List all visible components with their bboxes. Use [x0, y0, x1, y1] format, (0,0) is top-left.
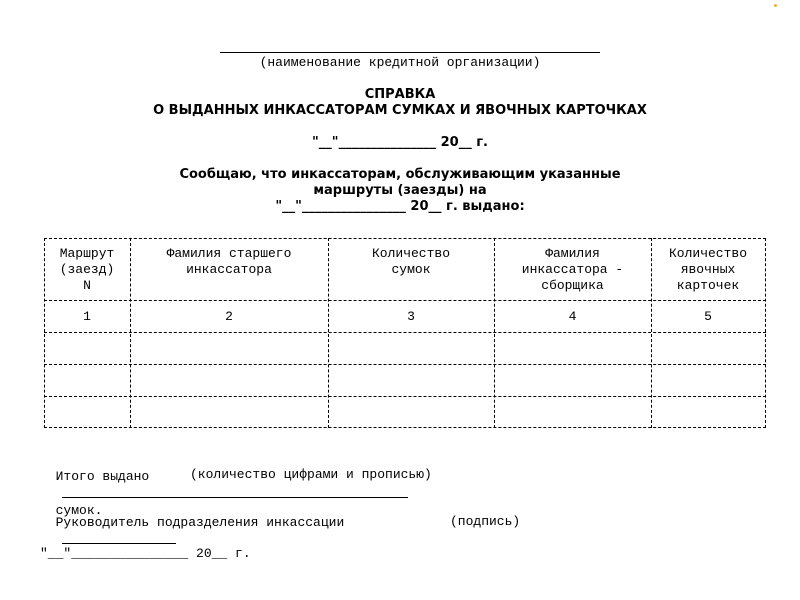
document-subtitle: О ВЫДАННЫХ ИНКАССАТОРАМ СУМКАХ И ЯВОЧНЫХ КАРТОЧКАХ: [153, 103, 647, 118]
table-border-top: [44, 238, 766, 239]
intro-line-3: "__"________________ 20__ г. выдано:: [275, 199, 525, 214]
head-of-division-label: Руководитель подразделения инкассации: [55, 515, 345, 530]
column-number: 5: [704, 309, 712, 324]
signature-field[interactable]: [62, 531, 176, 544]
table-row-divider: [44, 364, 766, 365]
intro-line-2: маршруты (заезды) на: [313, 183, 487, 198]
column-header-collector-gatherer: Фамилия инкассатора - сборщика: [521, 246, 624, 293]
total-issued-label: Итого выдано: [55, 469, 150, 484]
column-header-bag-count: Количество сумок: [371, 246, 450, 277]
org-name-line: [220, 40, 600, 53]
bottom-date: "__"_______________ 20__ г.: [40, 546, 251, 561]
total-issued-unit: сумок.: [55, 503, 103, 518]
signature-caption: (подпись): [450, 514, 521, 529]
table-border-right: [765, 238, 766, 428]
head-signature-row: [40, 499, 344, 549]
table-border-bottom: [44, 427, 766, 428]
column-number: 3: [407, 309, 415, 324]
column-header-route: Маршрут (заезд) N: [59, 246, 115, 293]
column-number: 4: [568, 309, 577, 324]
document-title: СПРАВКА: [364, 87, 436, 102]
total-issued-caption: (количество цифрами и прописью): [190, 467, 432, 482]
issued-bags-table: [44, 238, 766, 428]
total-issued-field[interactable]: [62, 485, 408, 498]
column-header-card-count: Количество явочных карточек: [668, 246, 747, 293]
table-header-divider: [44, 300, 766, 301]
column-number: 1: [83, 309, 91, 324]
intro-line-1: Сообщаю, что инкассаторам, обслуживающим указанные: [179, 167, 621, 182]
table-row-divider: [44, 396, 766, 397]
column-number: 2: [225, 309, 233, 324]
org-name-caption: (наименование кредитной организации): [259, 55, 541, 70]
table-number-divider: [44, 332, 766, 333]
corner-marker: [774, 4, 777, 7]
column-header-senior-collector: Фамилия старшего инкассатора: [166, 246, 292, 277]
document-date: "__"_______________ 20__ г.: [312, 135, 488, 150]
